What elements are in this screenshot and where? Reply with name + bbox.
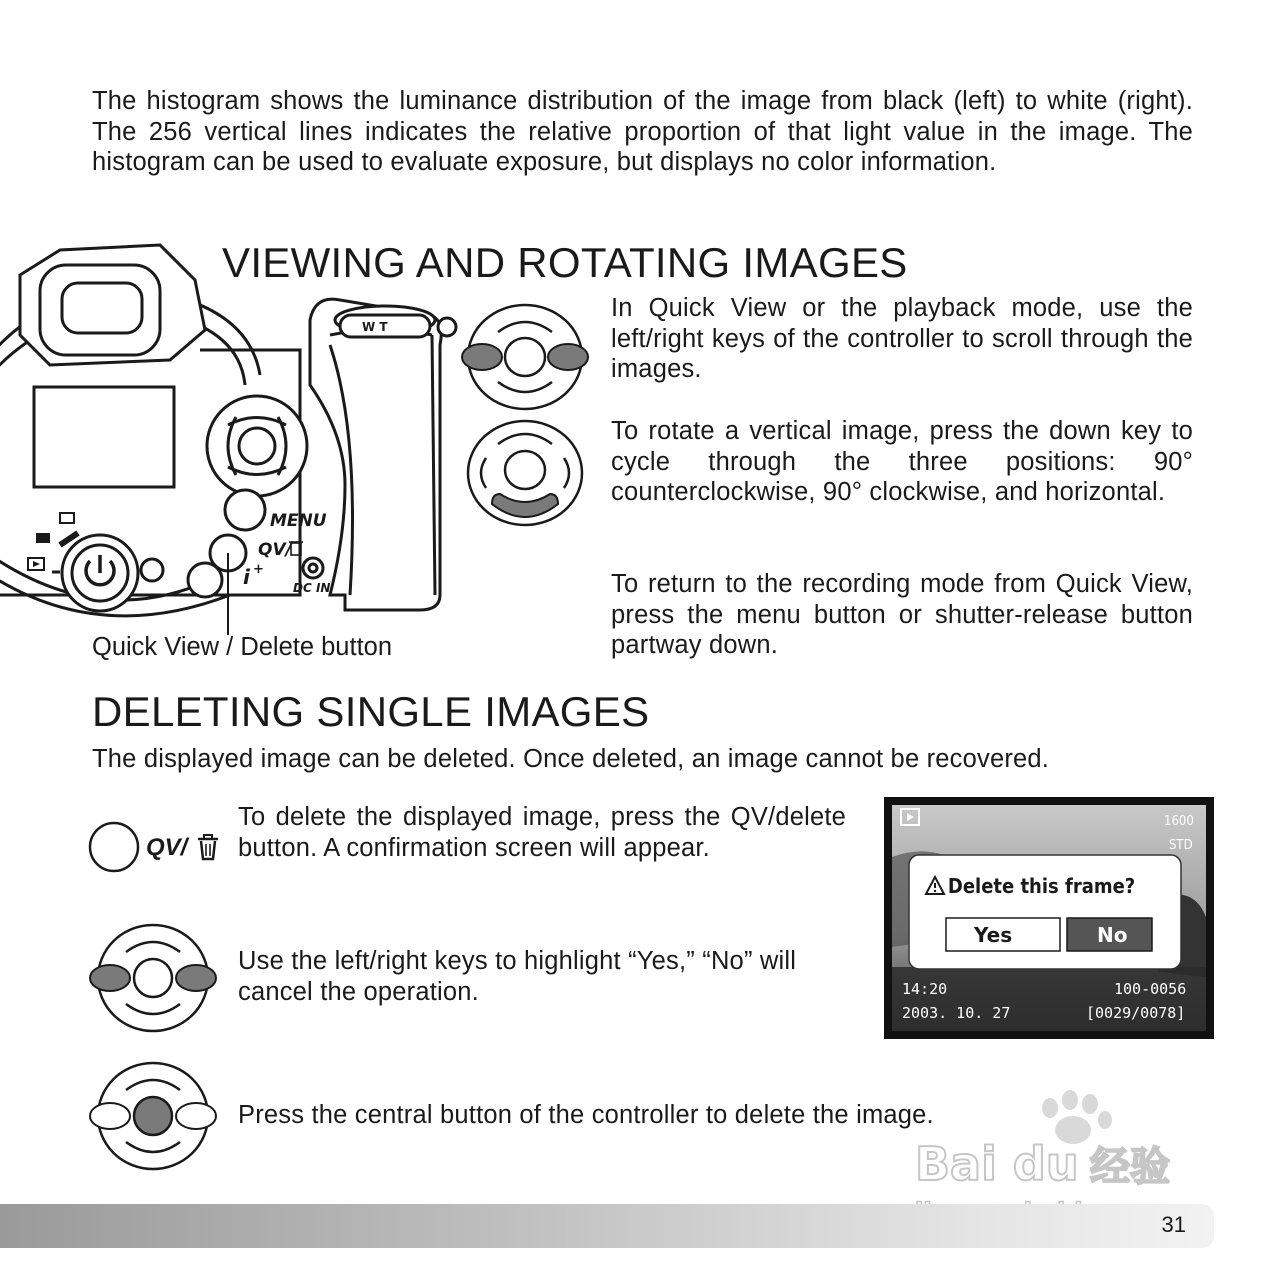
viewing-paragraph-2: To rotate a vertical image, press the down key to cycle through the three positions: 90° counterclockwise, 90° clockwise, and horizontal. bbox=[611, 417, 1193, 506]
footer-bar bbox=[0, 1204, 1214, 1248]
deleting-heading: DELETING SINGLE IMAGES bbox=[92, 688, 650, 735]
lcd-frame: [0029/0078] bbox=[1086, 1004, 1186, 1022]
step-2-controller-icon bbox=[90, 922, 220, 1037]
lcd-file: 100-0056 bbox=[1114, 980, 1187, 998]
info-label: i bbox=[243, 565, 250, 589]
camera-back-illustration bbox=[0, 235, 470, 635]
zoom-label: W T bbox=[362, 320, 388, 334]
qv-button-icon bbox=[88, 821, 144, 877]
trash-icon bbox=[197, 835, 219, 861]
step-1-text: To delete the displayed image, press the QV/delete button. A confirmation screen will appear. bbox=[238, 803, 846, 862]
controller-left-right-icon bbox=[462, 302, 592, 412]
viewing-heading: VIEWING AND ROTATING IMAGES bbox=[222, 239, 908, 286]
lcd-quality: STD bbox=[1169, 838, 1193, 853]
viewing-paragraph-3: To return to the recording mode from Quick View, press the menu button or shutter-release button partway down. bbox=[611, 570, 1193, 659]
dcin-label: DC IN bbox=[293, 581, 331, 595]
menu-label: MENU bbox=[270, 511, 327, 531]
watermark-cn: 经验 bbox=[1090, 1144, 1170, 1190]
step-3-text: Press the central button of the controller to delete the image. bbox=[238, 1101, 934, 1129]
lcd-time: 14:20 bbox=[902, 980, 948, 998]
trash-icon-small bbox=[289, 542, 303, 555]
step-3-controller-icon bbox=[90, 1060, 220, 1175]
lcd-yes-label: Yes bbox=[974, 923, 1013, 947]
lcd-iso: 1600 bbox=[1164, 814, 1194, 829]
qv-label: QV/ bbox=[258, 540, 292, 560]
lcd-confirmation-screen bbox=[884, 797, 1214, 1039]
lcd-date: 2003. 10. 27 bbox=[902, 1004, 1011, 1022]
qv-delete-label: QV/ bbox=[146, 834, 188, 861]
controller-down-icon bbox=[462, 418, 592, 528]
page-number: 31 bbox=[1161, 1212, 1186, 1237]
lcd-no-label: No bbox=[1097, 923, 1128, 947]
lcd-dialog-title: Delete this frame? bbox=[947, 875, 1136, 899]
quick-view-caption: Quick View / Delete button bbox=[92, 633, 393, 661]
step-2-text: Use the left/right keys to highlight “Yes,” “No” will cancel the operation. bbox=[238, 947, 797, 1006]
intro-paragraph: The histogram shows the luminance distribution of the image from black (left) to white (right). The 256 vertical lines indicates the relative proportion of that light value in the image. The histogram can be used to evaluate exposure, but displays no color information. bbox=[92, 87, 1193, 176]
watermark-brand: Bai du bbox=[915, 1137, 1079, 1191]
deleting-intro: The displayed image can be deleted. Once deleted, an image cannot be recovered. bbox=[92, 745, 1050, 773]
viewing-paragraph-1: In Quick View or the playback mode, use the left/right keys of the controller to scroll through the images. bbox=[611, 294, 1193, 383]
info-sup-label: + bbox=[253, 562, 264, 577]
